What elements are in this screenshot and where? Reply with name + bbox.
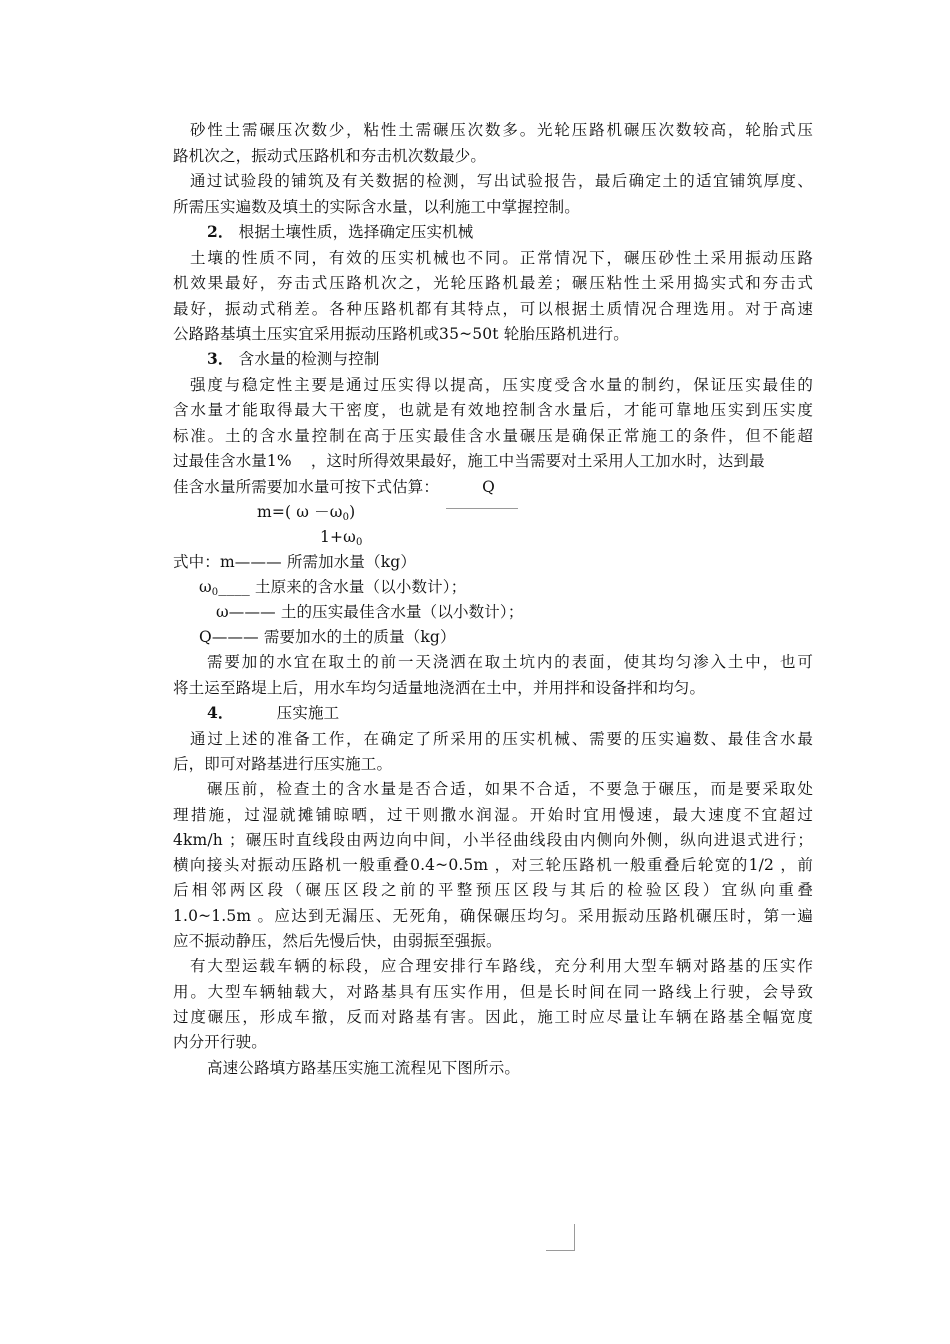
formula-lhs-subscript: 0	[342, 512, 350, 523]
paragraph-4-line-5-text: 佳含水量所需要加水量可按下式估算：	[173, 478, 440, 496]
definition-q: Q——— 需要加水的土的质量（kg）	[199, 628, 456, 646]
section-heading-3	[207, 346, 847, 372]
paragraph-4-line-4-a: 过最佳含水量1%	[173, 452, 292, 470]
section-heading-4	[207, 700, 847, 726]
definition-omega0-symbol: ω	[199, 578, 212, 596]
paragraph-3-line-2: 机效果最好，夯击式压路机次之，光轮压路机最差；碾压粘性土采用捣实式和夯击式	[173, 274, 813, 292]
paragraph-4-line-5	[173, 474, 813, 500]
definition-omega0-text: ____ 土原来的含水量（以小数计）；	[218, 578, 467, 596]
section-number-3: 3．	[207, 349, 234, 368]
paragraph-7-line-7: 应不振动静压，然后先慢后快，由弱振至强振。	[173, 932, 502, 950]
paragraph-7-line-1: 碾压前，检查土的含水量是否合适，如果不合适，不要急于碾压，而是要采取处	[207, 780, 813, 798]
page-corner-mark	[546, 1224, 575, 1251]
paragraph-8-line-4: 内分开行驶。	[173, 1033, 267, 1051]
section-title-4: 压实施工	[276, 704, 340, 722]
definition-omega: ω——— 土的压实最佳含水量（以小数计）；	[216, 603, 524, 621]
paragraph-8-line-2: 用。大型车辆轴载大，对路基具有压实作用，但是长时间在同一路线上行驶，会导致	[173, 983, 813, 1001]
paragraph-4-line-2: 含水量才能取得最大干密度，也就是有效地控制含水量后，才能可靠地压实到压实度	[173, 401, 813, 419]
formula-fraction-bar	[446, 508, 518, 509]
section-heading-2	[207, 219, 847, 245]
paragraph-5-line-2: 将土运至路堤上后，用水车均匀适量地浇洒在土中，并用拌和设备拌和均匀。	[173, 679, 706, 697]
paragraph-2-line-2: 所需压实遍数及填土的实际含水量，以利施工中掌握控制。	[173, 198, 580, 216]
paragraph-4-line-1: 强度与稳定性主要是通过压实得以提高，压实度受含水量的制约，保证压实最佳的	[190, 376, 813, 394]
section-number-2: 2．	[207, 222, 234, 241]
paragraph-2-line-1: 通过试验段的铺筑及有关数据的检测，写出试验报告，最后确定土的适宜铺筑厚度、	[190, 172, 813, 190]
definition-m: 式中：m——— 所需加水量（kg）	[173, 553, 416, 571]
paragraph-7-line-3: 4km/h ；碾压时直线段由两边向中间，小半径曲线段由内侧向外侧，纵向进退式进行；	[173, 831, 813, 849]
formula-denominator-text: 1+ω	[320, 528, 356, 546]
section-title-2: 根据土壤性质，选择确定压实机械	[238, 223, 474, 241]
paragraph-3-line-1: 土壤的性质不同，有效的压实机械也不同。正常情况下，碾压砂性土采用振动压路	[190, 249, 813, 267]
section-number-4: 4．	[207, 703, 234, 722]
paragraph-7-line-4: 横向接头对振动压路机一般重叠0.4~0.5m ，对三轮压路机一般重叠后轮宽的1/2 ，前	[173, 856, 813, 874]
paragraph-1-line-2: 路机次之，振动式压路机和夯击机次数最少。	[173, 147, 487, 165]
paragraph-7-line-5: 后相邻两区段（碾压区段之前的平整预压区段与其后的检验区段）宜纵向重叠	[173, 881, 813, 899]
formula-lhs-text: m=( ω －ω	[257, 503, 343, 521]
paragraph-4-line-4	[173, 448, 813, 474]
formula-denominator-subscript: 0	[355, 537, 363, 548]
section-title-3: 含水量的检测与控制	[238, 350, 380, 368]
formula-numerator-q: Q	[482, 478, 495, 496]
paragraph-4-line-4-b: ，这时所得效果最好，施工中当需要对土采用人工加水时，达到最	[310, 452, 765, 470]
paragraph-8-line-3: 过度碾压，形成车撤，反而对路基有害。因此，施工时应尽量让车辆在路基全幅宽度	[173, 1008, 813, 1026]
formula-lhs-close: )	[349, 503, 356, 521]
paragraph-8-line-1: 有大型运载车辆的标段，应合理安排行车路线，充分利用大型车辆对路基的压实作	[190, 957, 813, 975]
paragraph-5-line-1: 需要加的水宜在取土的前一天浇洒在取土坑内的表面，使其均匀渗入土中，也可	[207, 653, 813, 671]
paragraph-1-line-1: 砂性土需碾压次数少，粘性土需碾压次数多。光轮压路机碾压次数较高，轮胎式压	[190, 121, 813, 139]
paragraph-6-line-1: 通过上述的准备工作，在确定了所采用的压实机械、需要的压实遍数、最佳含水最	[190, 730, 813, 748]
paragraph-9-line-1: 高速公路填方路基压实施工流程见下图所示。	[207, 1059, 521, 1077]
paragraph-6-line-2: 后，即可对路基进行压实施工。	[173, 755, 393, 773]
paragraph-3-line-4: 公路路基填土压实宜采用振动压路机或35~50t 轮胎压路机进行。	[173, 325, 629, 343]
paragraph-7-line-6: 1.0~1.5m 。应达到无漏压、无死角，确保碾压均匀。采用振动压路机碾压时，第一遍	[173, 907, 813, 925]
paragraph-4-line-3: 标准。土的含水量控制在高于压实最佳含水量碾压是确保正常施工的条件，但不能超	[173, 427, 813, 445]
paragraph-7-line-2: 理措施，过湿就摊铺晾晒，过干则撒水润湿。开始时宜用慢速，最大速度不宜超过	[173, 806, 813, 824]
definition-omega0-subscript: 0	[211, 587, 219, 598]
paragraph-3-line-3: 最好，振动式稍差。各种压路机都有其特点，可以根据土质情况合理选用。对于高速	[173, 300, 813, 318]
